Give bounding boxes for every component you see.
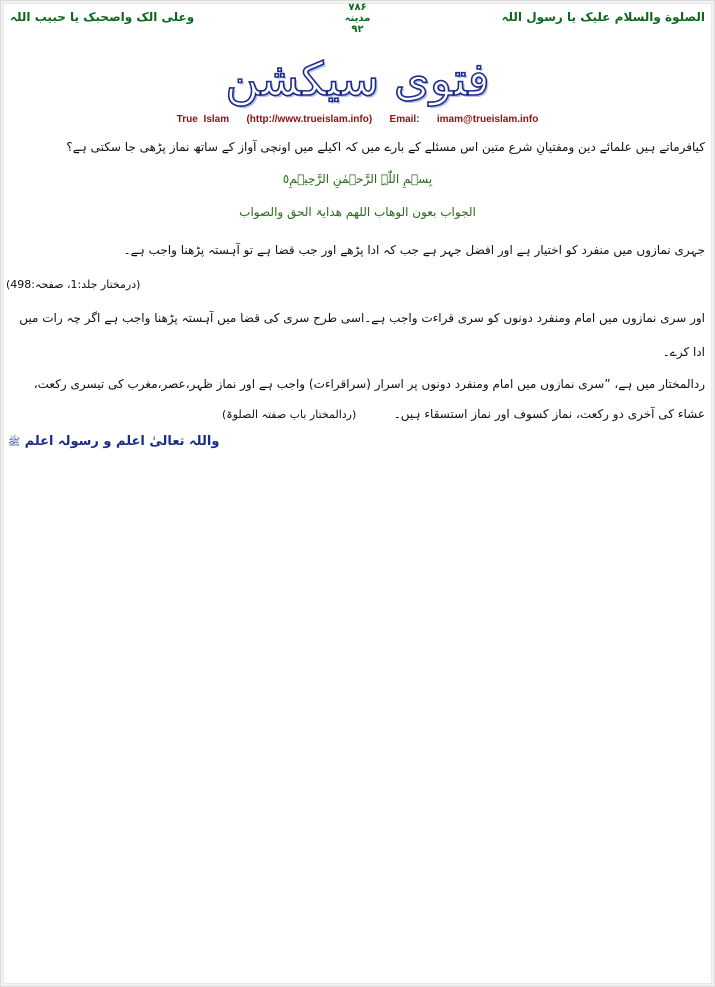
site-name: True Islam: [176, 114, 230, 125]
header-salutation-right: الصلوة والسلام علیک یا رسول اللہ: [501, 10, 705, 24]
closing-text: واللہ تعالیٰ اعلم و رسولہ اعلم: [24, 434, 220, 449]
question-text: کیافرماتے ہیں علمائے دین ومفتیانِ شرع متین اس مسئلے کے بارے میں کہ اکیلے میں اونچی آواز کے ساتھ نماز پڑھی جا سکتی ہے؟: [66, 140, 705, 154]
answer-paragraph-2-line-1: اور سری نمازوں میں امام ومنفرد دونوں کو سری قراءت واجب ہے۔اسی طرح سری کی قضا میں آہستہ پڑھنا واجب ہے اگر چہ رات میں: [19, 311, 705, 325]
reference-durr-mukhtar: (درمختار جلد:1، صفحہ:498): [6, 278, 141, 291]
answer-paragraph-1: جہری نمازوں میں منفرد کو اختیار ہے اور افضل جہر ہے جب کہ ادا پڑھے اور جب قضا ہے تو آہستہ پڑھنا واجب ہے۔: [123, 243, 705, 257]
site-info-line: [0, 114, 715, 125]
header-number-786: ۷۸۶: [348, 2, 367, 13]
answer-paragraph-3-line-2: عشاء کی آخری دو رکعت، نماز کسوف اور نماز استسقاء ہیں۔: [393, 407, 705, 421]
bismillah: بِسۡمِ اللّٰہِ الرَّحۡمٰنِ الرَّحِیۡمِ٥: [282, 172, 433, 186]
salla-symbol: ﷺ: [8, 437, 21, 448]
email-label: Email:: [389, 114, 420, 125]
header-salutation-left: وعلی الک واصحبک یا حبیب اللہ: [10, 10, 195, 24]
answer-paragraph-3-line-1: ردالمختار میں ہے، ”سری نمازوں میں امام ومنفرد دونوں پر اسرار (سراقراءت) واجب ہے اور نماز ظہر،عصر،مغرب کی تیسری رکعت،: [33, 377, 705, 391]
answer-paragraph-2-line-2: ادا کرے۔: [662, 345, 705, 359]
closing-statement: [8, 434, 219, 450]
reference-radd-al-muhtar: (ردالمختار باب صفتہ الصلوۃ): [222, 408, 357, 421]
reply-intro: الجواب بعون الوھاب اللھم ھدایۃ الحق والصواب: [239, 205, 476, 219]
header-madina-text: مدینہ: [344, 13, 371, 24]
header-number-92: ۹۲: [351, 24, 364, 35]
page-title: فتوی سیکشن: [225, 52, 490, 106]
email-link[interactable]: imam@trueislam.info: [436, 114, 539, 125]
site-url-link[interactable]: (http://www.trueislam.info): [246, 114, 373, 125]
